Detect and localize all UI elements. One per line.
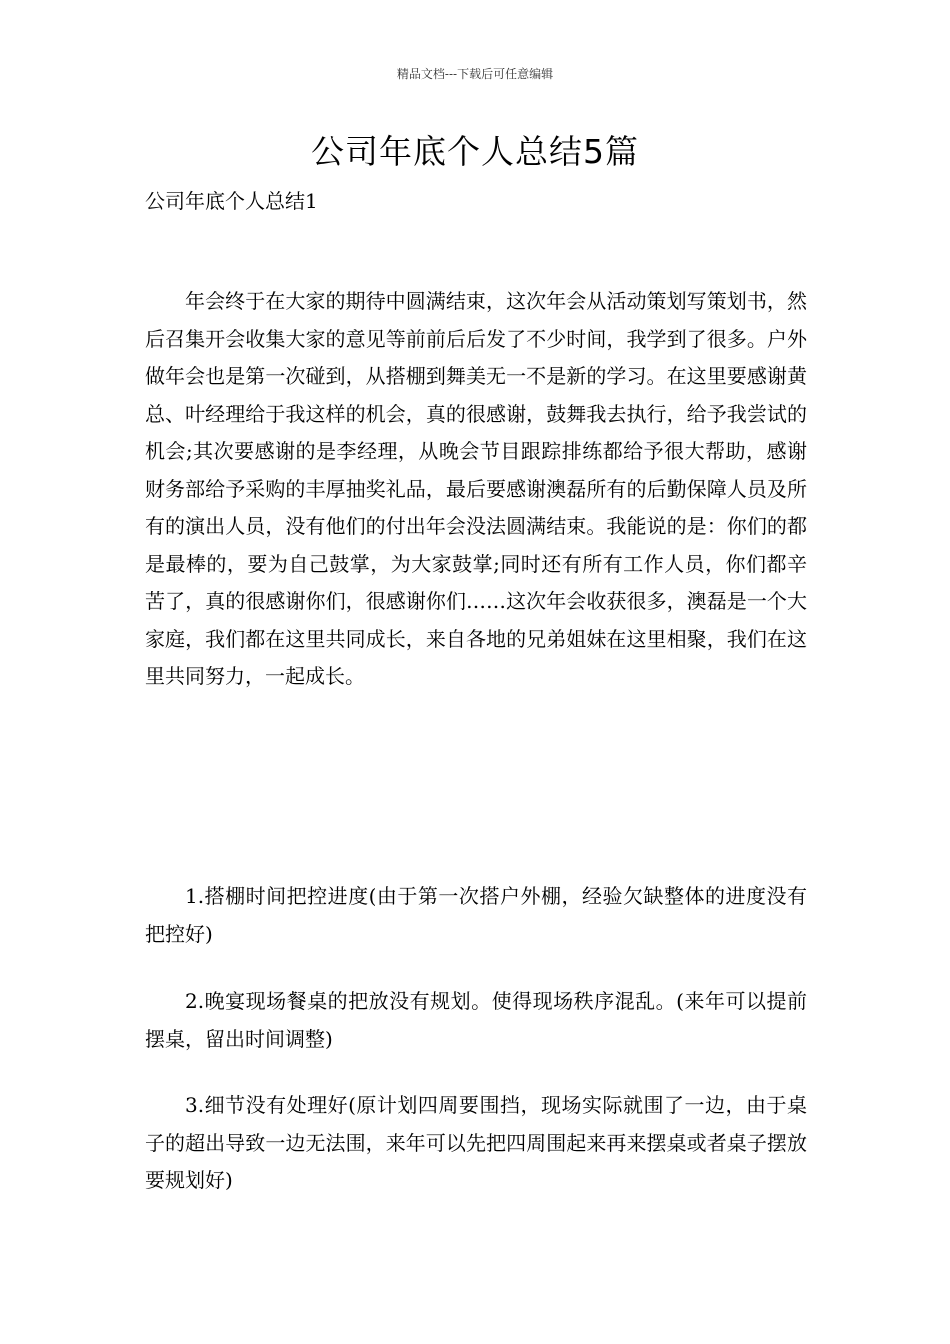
list-item: 2.晚宴现场餐桌的把放没有规划。使得现场秩序混乱。(来年可以提前摆桌，留出时间调整) xyxy=(145,989,807,1051)
section-title: 公司年底个人总结1 xyxy=(145,189,318,213)
list-item: 3.细节没有处理好(原计划四周要围挡，现场实际就围了一边，由于桌子的超出导致一边无法围，来年可以先把四周围起来再来摆桌或者桌子摆放要规划好) xyxy=(145,1093,807,1192)
body-paragraph: 年会终于在大家的期待中圆满结束，这次年会从活动策划写策划书，然后召集开会收集大家的意见等前前后后发了不少时间，我学到了很多。户外做年会也是第一次碰到，从搭棚到舞美无一不是新的学习。在这里要感谢黄总、叶经理给于我这样的机会，真的很感谢，鼓舞我去执行，给予我尝试的机会;其次要感谢的是李经理，从晚会节目跟踪排练都给予很大帮助，感谢财务部给予采购的丰厚抽奖礼品，最后要感谢澳磊所有的后勤保障人员及所有的演出人员，没有他们的付出年会没法圆满结束。我能说的是：你们的都是最棒的，要为自己鼓掌，为大家鼓掌;同时还有所有工作人员，你们都辛苦了，真的很感谢你们，很感谢你们……这次年会收获很多，澳磊是一个大家庭，我们都在这里共同成长，来自各地的兄弟姐妹在这里相聚，我们在这里共同努力，一起成长。 xyxy=(145,289,807,688)
document-title: 公司年底个人总结5篇 xyxy=(311,132,639,171)
list-item: 1.搭棚时间把控进度(由于第一次搭户外棚，经验欠缺整体的进度没有把控好) xyxy=(145,884,807,946)
header-note: 精品文档---下载后可任意编辑 xyxy=(396,67,554,81)
